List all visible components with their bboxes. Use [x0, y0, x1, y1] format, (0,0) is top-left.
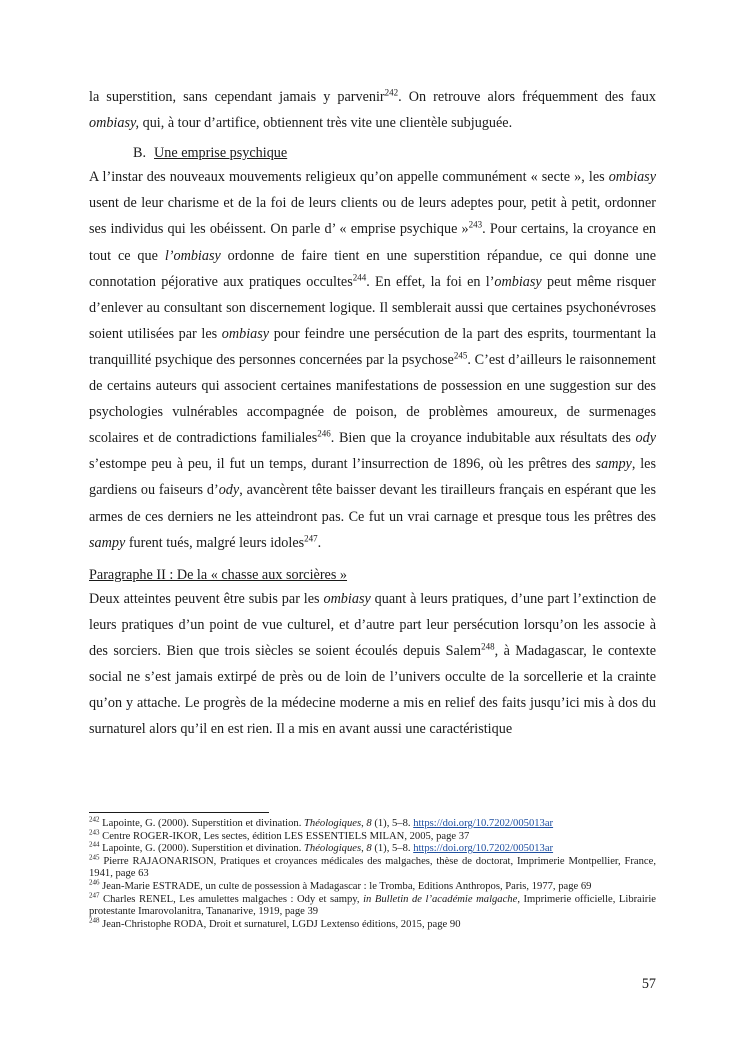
text-run: . On retrouve alors fréquemment des faux: [398, 89, 656, 105]
paragraph-superstition: [89, 84, 656, 136]
italic-term: Théologiques: [304, 843, 362, 855]
italic-term: ombiasy: [221, 325, 270, 342]
doi-link[interactable]: https://doi.org/10.7202/005013ar: [413, 843, 554, 855]
paragraph-heading-ii: Paragraphe II : De la « chasse aux sorcières »: [89, 566, 348, 583]
footnote-number: 243: [89, 828, 100, 837]
text-run: Charles RENEL, Les amulettes malgaches : Ody et sampy,: [99, 893, 364, 905]
footnote-number: 246: [89, 878, 100, 887]
footnote-ref-247[interactable]: 247: [304, 532, 318, 543]
footnote-number: 242: [89, 815, 100, 824]
text-run: , avancèrent tête baisser devant les tirailleurs français en espérant que les armes de ces derniers ne les atteindront pas. Ce fut un vrai carnage et presque tous les prêtres des: [89, 482, 656, 525]
main-text: [89, 84, 656, 742]
italic-term: ombiasy: [608, 169, 656, 186]
footnote-number: 244: [89, 840, 100, 849]
text-run: Jean-Christophe RODA, Droit et surnaturel, LGDJ Lextenso éditions, 2015, page 90: [99, 918, 461, 930]
italic-term: ody: [218, 482, 240, 499]
footnote-243: [89, 828, 656, 844]
footnote-ref-245[interactable]: 245: [453, 350, 468, 361]
text-run: . C’est d’ailleurs le raisonnement de certains auteurs qui associent certaines manifestations de possession en une suggestion sur des psychologies vulnérables accompagnée de poison, de problèmes amoureux, de surmenages scolaires et de contradictions familiales: [89, 351, 656, 447]
footnote-number: 248: [89, 916, 100, 925]
italic-term: in Bulletin de l’académie malgache: [363, 893, 518, 905]
text-run: , à Madagascar, le contexte social ne s’est jamais extirpé de près ou de loin de l’univers occulte de la sorcellerie et la crainte qu’on y attache. Le progrès de la médecine moderne a mis en relief des faits jusqu’ici mis à dos du surnaturel alors qu’il en est rien. Il a mis en avant aussi une caractéristique: [89, 642, 656, 738]
italic-term: Théologiques: [304, 818, 362, 829]
text-run: ordonne de faire tient en une superstition répandue, ce qui donne une connotation péjorative aux pratiques occultes: [89, 247, 656, 290]
section-label: B.: [133, 145, 147, 162]
paragraph-chasse-sorcieres: [89, 586, 656, 743]
footnote-ref-246[interactable]: 246: [317, 428, 331, 439]
italic-term: l’ombiasy: [164, 247, 221, 264]
text-run: , les gardiens ou faiseurs d’: [89, 456, 656, 499]
italic-term: ombiasy,: [89, 115, 140, 132]
text-run: usent de leur charisme et de la foi de leurs clients ou de leurs adeptes pour, petit à petit, ordonner ses individus qui les obéissent. On parle d’ « emprise psychique »: [89, 195, 656, 238]
doi-link[interactable]: https://doi.org/10.7202/005013ar: [413, 818, 554, 829]
text-run: (1), 5–8.: [371, 843, 414, 855]
italic-term: sampy: [89, 534, 126, 551]
text-run: Deux atteintes peuvent être subis par les: [89, 590, 324, 607]
text-run: s’estompe peu à peu, il fut un temps, durant l’insurrection de 1896, où les prêtres des: [89, 456, 596, 473]
italic-term: ombiasy: [323, 590, 371, 607]
footnote-247: [89, 891, 656, 919]
section-heading-b: [89, 140, 656, 166]
footnote-246: [89, 878, 656, 894]
footnote-number: 245: [89, 853, 100, 862]
italic-term: ombiasy: [494, 273, 542, 290]
text-run: Lapointe, G. (2000). Superstition et divination.: [99, 818, 304, 829]
italic-term: 8: [366, 818, 372, 829]
text-run: Centre ROGER-IKOR, Les sectes, édition LES ESSENTIELS MILAN, 2005, page 37: [99, 830, 470, 842]
paragraph-emprise-psychique: [89, 164, 656, 555]
text-run: quant à leurs pratiques, d’une part l’extinction de leurs pratiques d’un point de vue culturel, et d’autre part leur persécution lorsqu’on les associe à des sorciers. Bien que trois siècles se soient écoulés depuis Salem: [89, 590, 656, 659]
footnote-ref-244[interactable]: 244: [352, 271, 367, 282]
text-run: Pierre RAJAONARISON, Pratiques et croyances médicales des malgaches, thèse de doctorat, Imprimerie Montpellier, France, 1941, page 63: [89, 855, 656, 880]
text-run: furent tués, malgré leurs idoles: [125, 534, 305, 551]
footnotes: [89, 815, 656, 931]
text-run: qui, à tour d’artifice, obtiennent très vite une clientèle subjuguée.: [139, 115, 513, 132]
footnote-242: [89, 815, 656, 831]
italic-term: sampy: [595, 456, 632, 473]
italic-term: 8: [366, 843, 372, 855]
section-title: Une emprise psychique: [154, 145, 288, 162]
text-run: Jean-Marie ESTRADE, un culte de possession à Madagascar : le Tromba, Editions Anthropos, Paris, 1977, page 69: [99, 880, 592, 892]
text-run: pour feindre une persécution de la part des esprits, tourmentant la tranquillité psychique des personnes concernées par la psychose: [89, 325, 657, 368]
text-run: (1), 5–8.: [371, 818, 414, 829]
footnote-ref-248[interactable]: 248: [481, 641, 495, 652]
italic-term: ody: [635, 430, 656, 447]
text-run: .: [317, 534, 322, 551]
footnote-separator: [89, 812, 269, 813]
footnote-245: [89, 853, 656, 881]
text-run: ,: [361, 843, 367, 855]
footnote-ref-242[interactable]: 242: [384, 87, 399, 98]
text-run: A l’instar des nouveaux mouvements religieux qu’on appelle communément « secte », les: [89, 169, 609, 186]
text-run: . Bien que la croyance indubitable aux résultats des: [330, 430, 636, 447]
page-number: 57: [641, 976, 656, 992]
text-run: , Imprimerie officielle, Librairie protestante Imarovolanitra, Tananarive, 1919, page 39: [89, 893, 656, 918]
text-run: ,: [361, 818, 367, 829]
text-run: peut même risquer d’enlever au consultant son discernement logique. Il semblerait aussi que certaines psychonévroses soient utilisées par les: [89, 273, 656, 342]
text-run: Lapointe, G. (2000). Superstition et divination.: [99, 843, 304, 855]
footnote-ref-243[interactable]: 243: [468, 219, 483, 230]
text-run: la superstition, sans cependant jamais y parvenir: [89, 89, 385, 105]
text-run: . Pour certains, la croyance en tout ce que: [89, 221, 656, 264]
text-run: . En effet, la foi en l’: [366, 273, 495, 290]
footnote-248: [89, 916, 656, 932]
footnote-number: 247: [89, 891, 100, 900]
footnote-244: [89, 840, 656, 856]
